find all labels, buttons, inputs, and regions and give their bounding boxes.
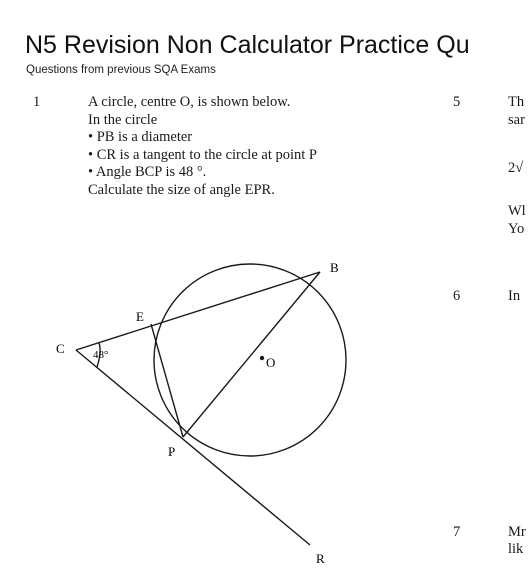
question-1-line: In the circle	[88, 111, 158, 128]
question-6-text-fragment: In	[508, 288, 521, 304]
question-1-line: • CR is a tangent to the circle at point P	[88, 146, 317, 163]
line-cb	[76, 272, 320, 350]
centre-point	[260, 356, 264, 360]
question-7-number: 7	[453, 524, 461, 540]
question-1-line: A circle, centre O, is shown below.	[88, 94, 291, 110]
label-b: B	[330, 260, 339, 275]
angle-label-48: 48°	[93, 349, 109, 361]
page-subtitle: Questions from previous SQA Exams	[26, 64, 216, 76]
tangent-line-cr	[76, 350, 310, 545]
page-title: N5 Revision Non Calculator Practice Qu	[25, 31, 470, 59]
question-5-text-fragment: 2√	[508, 160, 524, 176]
question-1-number: 1	[33, 94, 41, 110]
question-7-text-fragment: Mr	[508, 524, 526, 540]
question-7-text-fragment: lik	[508, 541, 524, 557]
label-e: E	[136, 309, 144, 324]
question-6-number: 6	[453, 288, 461, 304]
question-1-line: Calculate the size of angle EPR.	[88, 181, 275, 198]
circle	[154, 264, 346, 456]
diameter-pb	[183, 272, 320, 437]
label-p: P	[168, 444, 176, 459]
question-1-line: • PB is a diameter	[88, 129, 193, 145]
question-5-text-fragment: Yo	[508, 221, 525, 237]
question-5-number: 5	[453, 94, 461, 110]
question-5-text-fragment: Wl	[508, 203, 526, 219]
question-1-line: • Angle BCP is 48 °.	[88, 164, 207, 180]
label-c: C	[56, 341, 65, 356]
question-5-text-fragment: sar	[508, 112, 525, 128]
question-5-text-fragment: Th	[508, 94, 525, 110]
label-o: O	[266, 355, 276, 370]
label-r: R	[316, 551, 325, 566]
